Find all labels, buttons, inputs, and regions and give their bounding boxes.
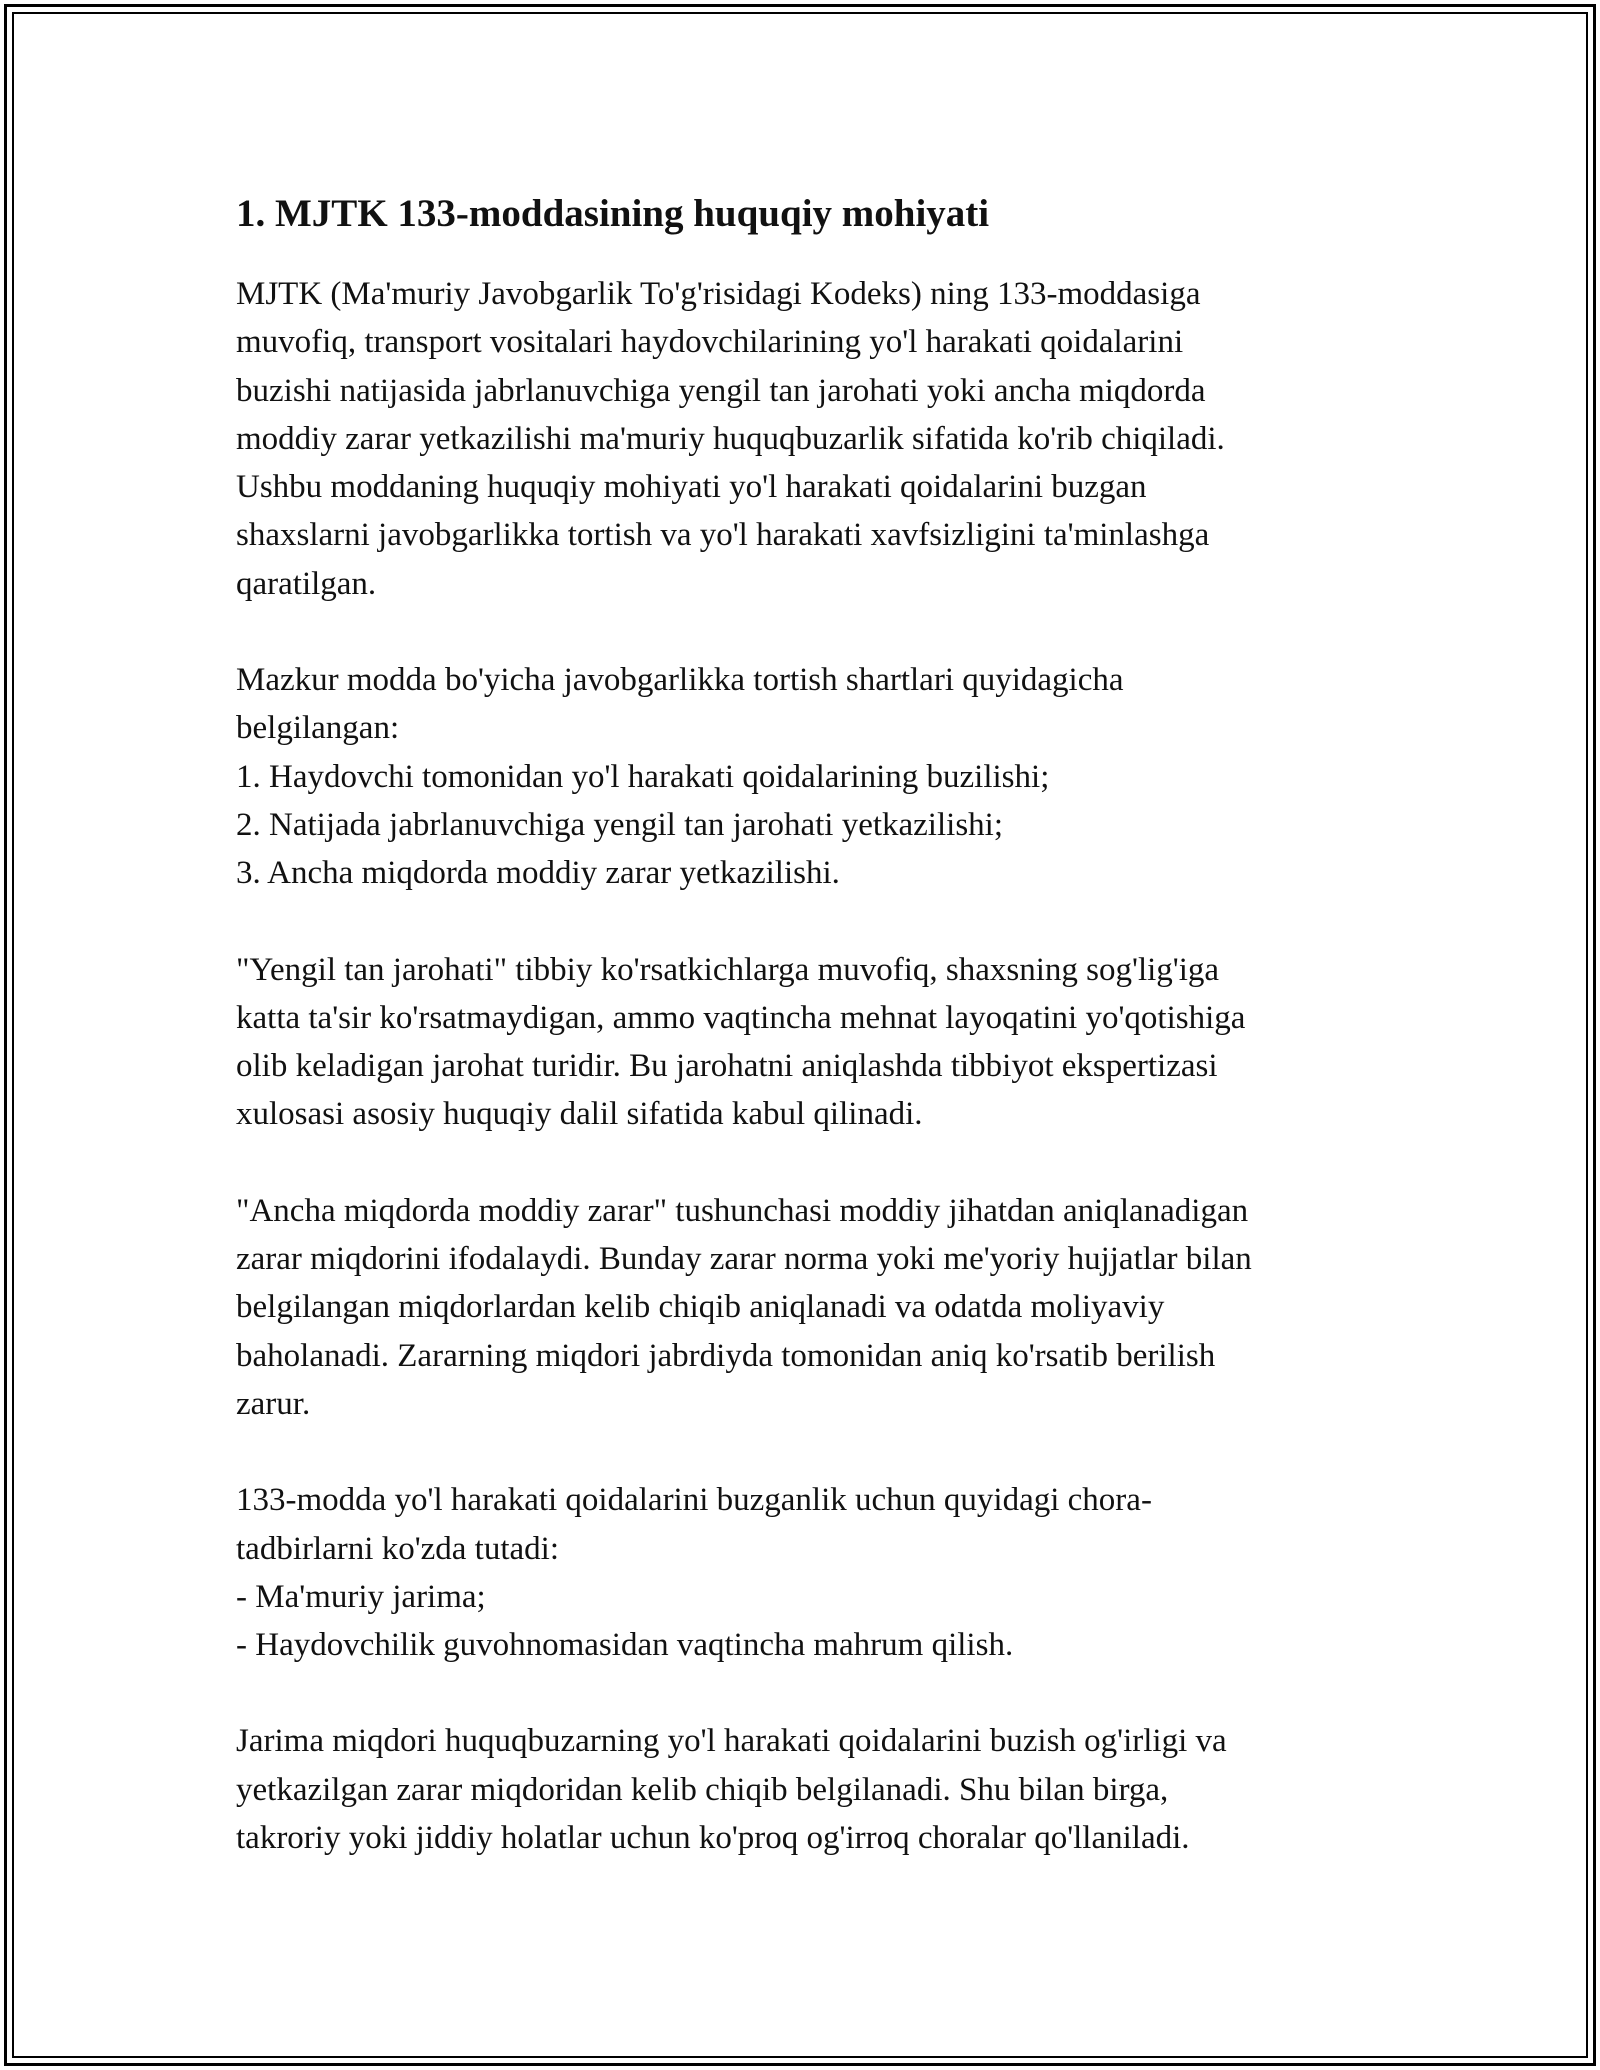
paragraph-minor-injury [236, 946, 1376, 1139]
paragraph-fine-amount [236, 1717, 1376, 1862]
text-line: muvofiq, transport vositalari haydovchilarining yo'l harakati qoidalarini [236, 324, 1184, 361]
list-item: - Ma'muriy jarima; [236, 1578, 486, 1615]
paragraph-measures [236, 1476, 1376, 1669]
list-item: 1. Haydovchi tomonidan yo'l harakati qoidalarining buzilishi; [236, 758, 1050, 795]
text-line: olib keladigan jarohat turidir. Bu jarohatni aniqlashda tibbiyot ekspertizasi [236, 1048, 1218, 1085]
text-line: Ushbu moddaning huquqiy mohiyati yo'l harakati qoidalarini buzgan [236, 469, 1147, 506]
paragraph-legal-essence [236, 270, 1376, 608]
text-line: 133-modda yo'l harakati qoidalarini buzganlik uchun quyidagi chora- [236, 1482, 1152, 1519]
text-line: Jarima miqdori huquqbuzarning yo'l harakati qoidalarini buzish og'irligi va [236, 1723, 1227, 1760]
text-line: qaratilgan. [236, 565, 377, 602]
text-line: shaxslarni javobgarlikka tortish va yo'l harakati xavfsizligini ta'minlashga [236, 517, 1210, 554]
text-line: MJTK (Ma'muriy Javobgarlik To'g'risidagi Kodeks) ning 133-moddasiga [236, 276, 1201, 312]
list-item: - Haydovchilik guvohnomasidan vaqtincha mahrum qilish. [236, 1627, 1014, 1664]
text-line: katta ta'sir ko'rsatmaydigan, ammo vaqtincha mehnat layoqatini yo'qotishiga [236, 999, 1246, 1036]
text-line: belgilangan miqdorlardan kelib chiqib aniqlanadi va odatda moliyaviy [236, 1289, 1165, 1326]
section-heading: 1. MJTK 133-moddasining huquqiy mohiyati [236, 192, 990, 235]
text-line: baholanadi. Zararning miqdori jabrdiyda tomonidan aniq ko'rsatib berilish [236, 1337, 1216, 1374]
list-item: 2. Natijada jabrlanuvchiga yengil tan jarohati yetkazilishi; [236, 806, 1003, 843]
text-line: belgilangan: [236, 710, 400, 747]
text-line: Mazkur modda bo'yicha javobgarlikka tortish shartlari quyidagicha [236, 662, 1124, 699]
list-item: 3. Ancha miqdorda moddiy zarar yetkazilishi. [236, 855, 840, 892]
document-body [236, 188, 1376, 1910]
text-line: "Ancha miqdorda moddiy zarar" tushunchasi moddiy jihatdan aniqlanadigan [236, 1192, 1249, 1229]
text-line: moddiy zarar yetkazilishi ma'muriy huquqbuzarlik sifatida ko'rib chiqiladi. [236, 420, 1225, 457]
text-line: yetkazilgan zarar miqdoridan kelib chiqib belgilanadi. Shu bilan birga, [236, 1771, 1169, 1808]
paragraph-liability-conditions [236, 656, 1376, 897]
paragraph-material-damage [236, 1187, 1376, 1428]
text-line: tadbirlarni ko'zda tutadi: [236, 1530, 560, 1567]
text-line: "Yengil tan jarohati" tibbiy ko'rsatkichlarga muvofiq, shaxsning sog'lig'iga [236, 951, 1220, 988]
text-line: zarar miqdorini ifodalaydi. Bunday zarar norma yoki me'yoriy hujjatlar bilan [236, 1241, 1252, 1278]
text-line: zarur. [236, 1385, 311, 1422]
text-line: xulosasi asosiy huquqiy dalil sifatida kabul qilinadi. [236, 1096, 923, 1133]
text-line: buzishi natijasida jabrlanuvchiga yengil tan jarohati yoki ancha miqdorda [236, 372, 1206, 409]
text-line: takroriy yoki jiddiy holatlar uchun ko'proq og'irroq choralar qo'llaniladi. [236, 1820, 1190, 1857]
